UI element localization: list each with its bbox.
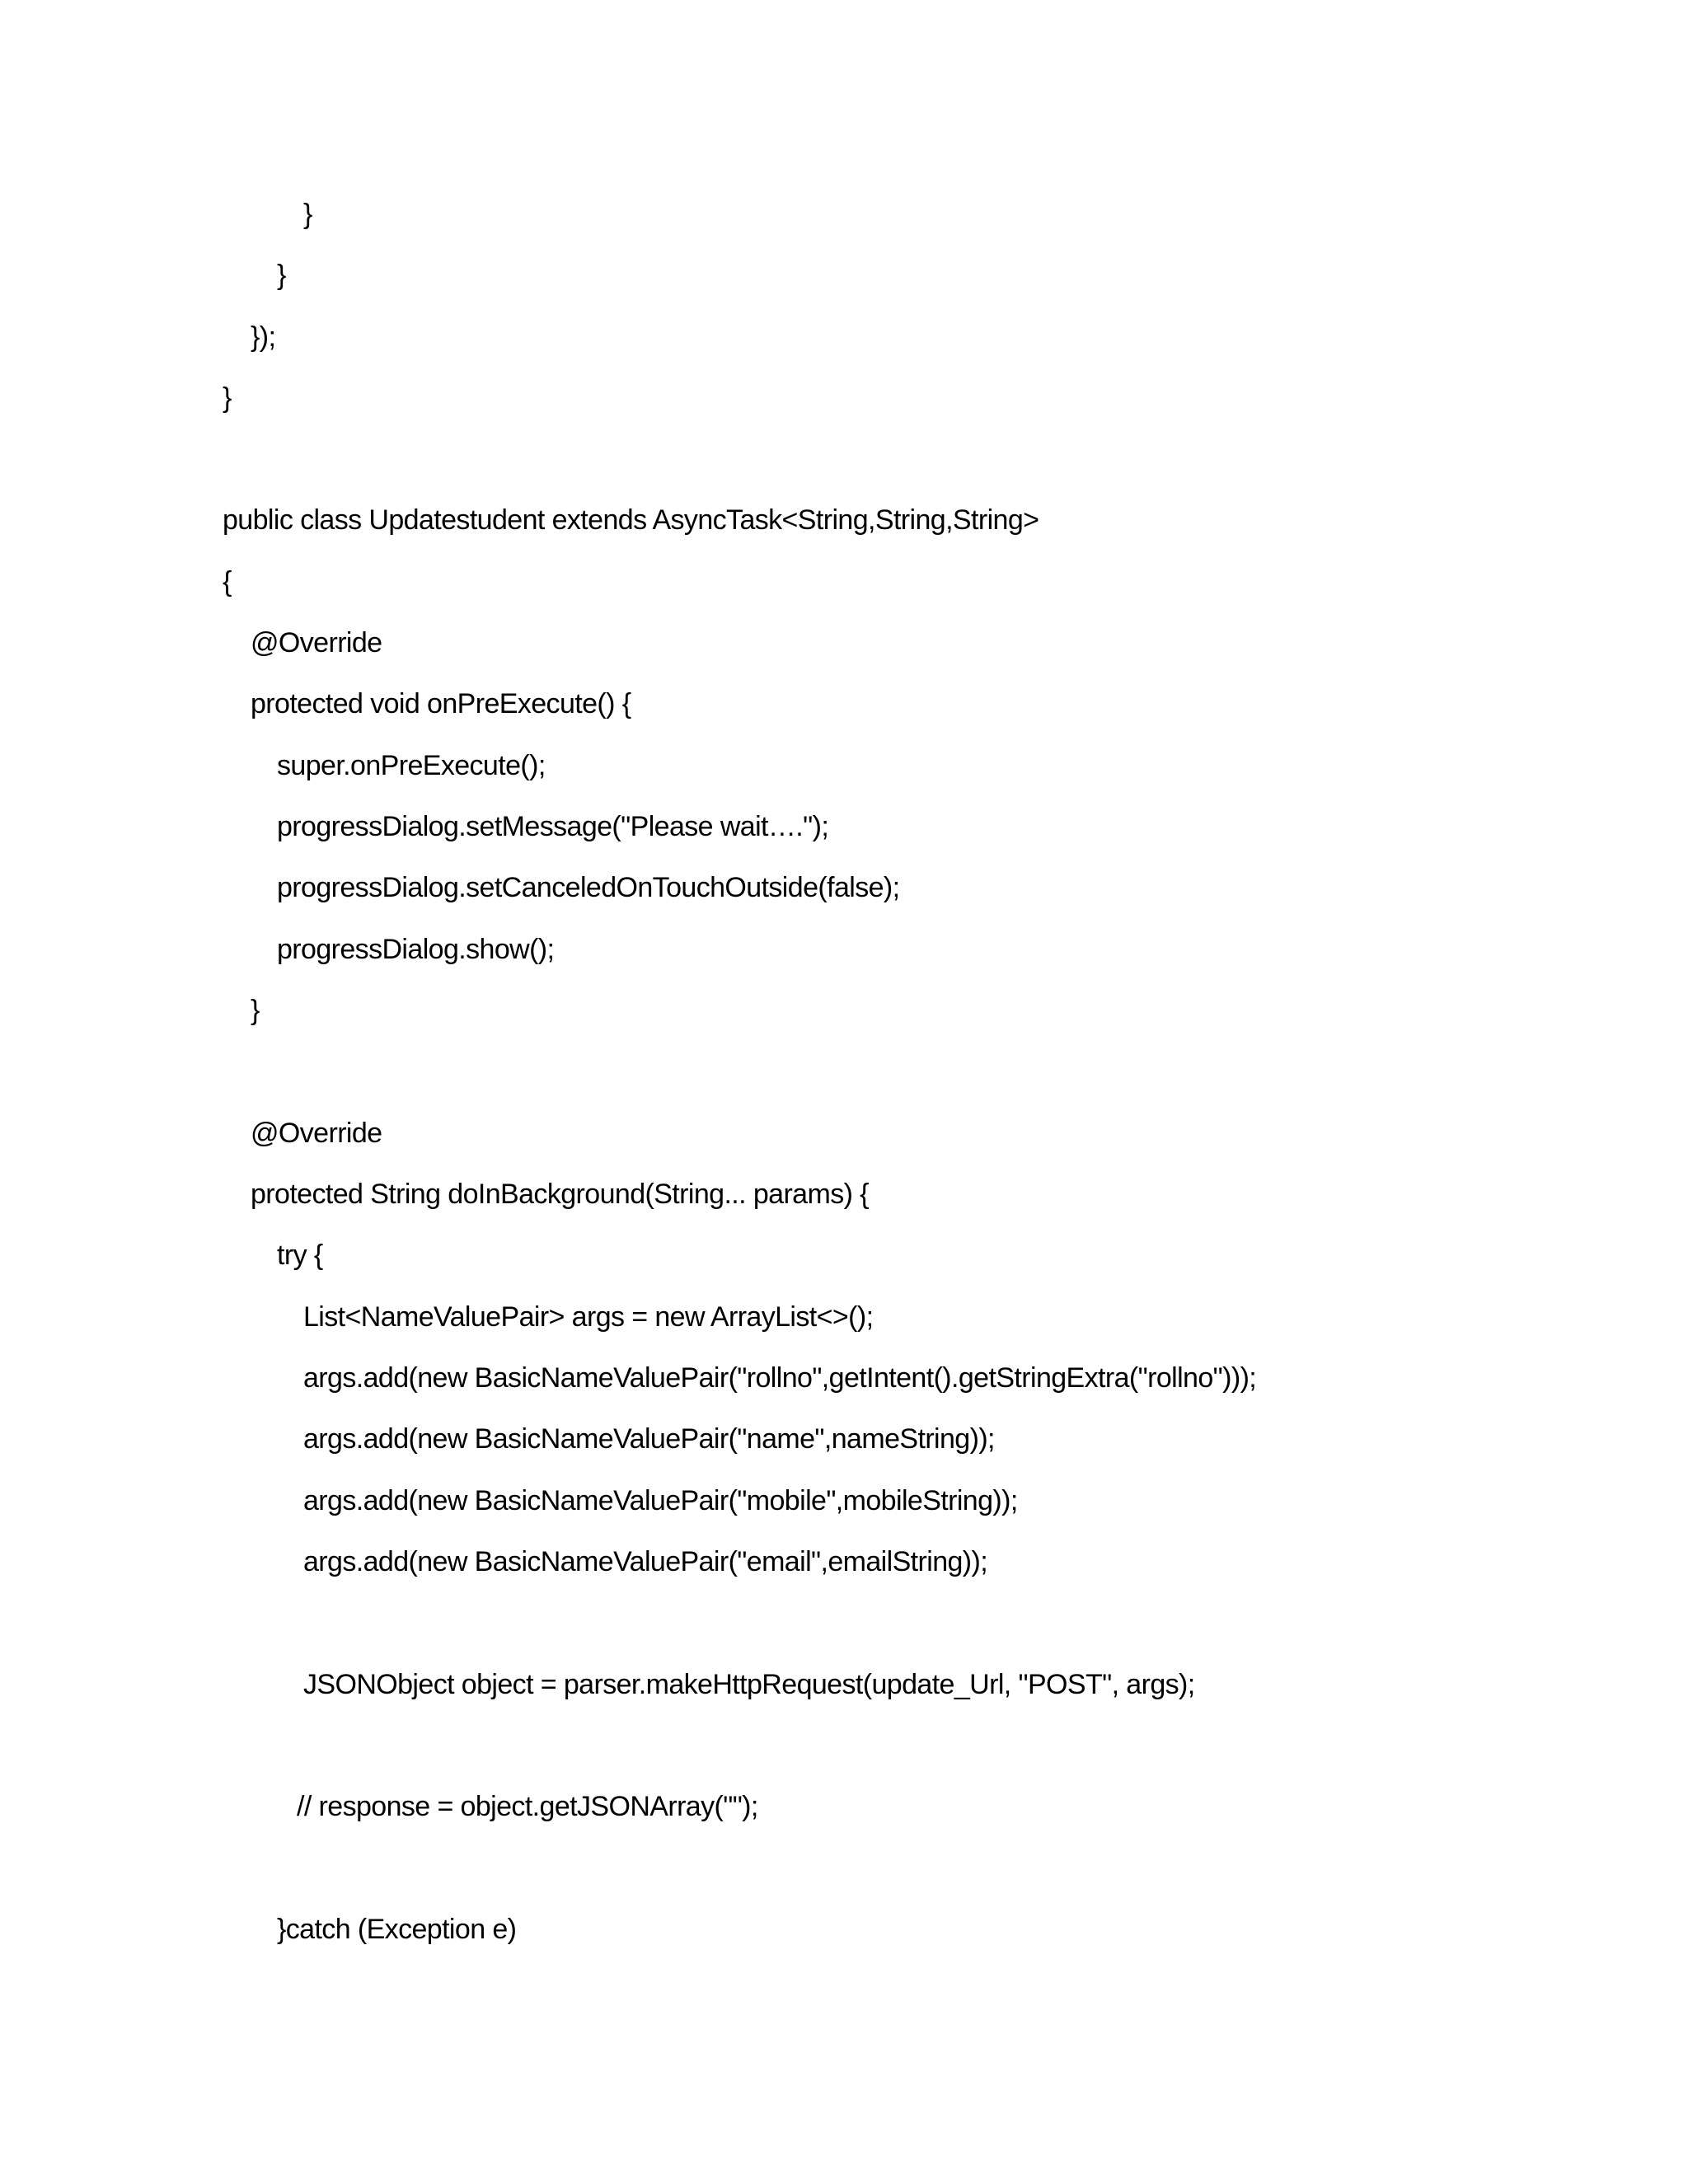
code-line-12: progressDialog.show(); [277,934,555,965]
code-line-3: }); [251,321,276,353]
code-line-15: protected String doInBackground(String... params) { [251,1179,869,1210]
code-line-10: progressDialog.setMessage("Please wait…."); [277,811,829,842]
code-line-6: { [223,566,232,598]
code-line-2: } [277,260,286,291]
code-line-19: args.add(new BasicNameValuePair("name",nameString)); [303,1423,995,1455]
code-line-8: protected void onPreExecute() { [251,688,631,719]
code-line-14: @Override [251,1118,382,1149]
code-line-24: }catch (Exception e) [277,1914,517,1945]
code-line-20: args.add(new BasicNameValuePair("mobile",mobileString)); [303,1485,1018,1516]
code-line-7: @Override [251,627,382,658]
code-line-9: super.onPreExecute(); [277,750,546,781]
code-line-23: // response = object.getJSONArray(""); [297,1791,758,1822]
code-line-16: try { [277,1240,323,1271]
code-line-22: JSONObject object = parser.makeHttpRequest(update_Url, "POST", args); [303,1669,1195,1700]
code-line-11: progressDialog.setCanceledOnTouchOutside(false); [277,872,900,903]
code-line-13: } [251,995,260,1026]
code-line-18: args.add(new BasicNameValuePair("rollno",getIntent().getStringExtra("rollno"))); [303,1362,1257,1394]
code-line-17: List<NameValuePair> args = new ArrayList<>(); [303,1301,874,1333]
code-line-4: } [223,382,232,414]
code-line-21: args.add(new BasicNameValuePair("email",emailString)); [303,1546,988,1577]
code-line-1: } [303,199,312,230]
code-line-5: public class Updatestudent extends AsyncTask<String,String,String> [223,504,1039,536]
